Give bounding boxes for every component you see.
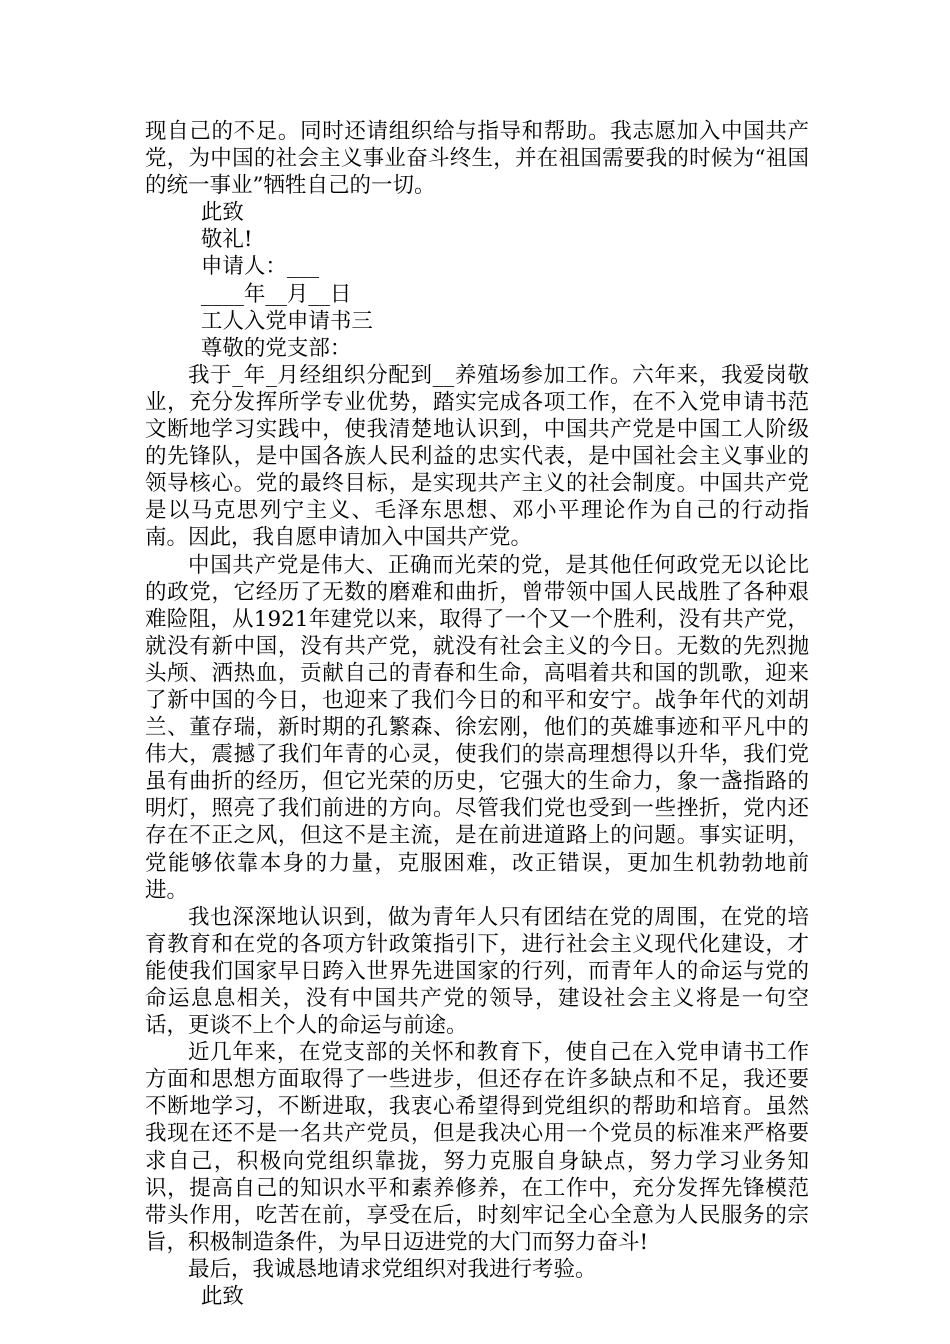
document-page [145,118,809,1310]
date-line: ____年__月__日 [200,281,352,307]
closing-line: 此致 [200,200,244,226]
body-paragraph: 中国共产党是伟大、正确而光荣的党，是其他任何政党无以论比的政党，它经历了无数的磨难和曲折，曾带领中国人民战胜了各种艰难险阻，从1921年建党以来，取得了一个又一个胜利，没有共产党，就没有新中国，没有共产党，就没有社会主义的今日。无数的先烈抛头颅、洒热血，贡献自己的青春和生命，高唱着共和国的凯歌，迎来了新中国的今日，也迎来了我们今日的和平和安宁。战争年代的刘胡兰、董存瑞，新时期的孔繁森、徐宏刚，他们的英雄事迹和平凡中的伟大，震撼了我们年青的心灵，使我们的崇高理想得以升华，我们党虽有曲折的经历，但它光荣的历史，它强大的生命力，象一盏指路的明灯，照亮了我们前进的方向。尽管我们党也受到一些挫折，党内还存在不正之风，但这不是主流，是在前进道路上的问题。事实证明，党能够依靠本身的力量，克服困难，改正错误，更加生机勃勃地前进。 [145,552,809,903]
closing-line: 敬礼! [200,227,253,253]
paragraph-continued: 现自己的不足。同时还请组织给与指导和帮助。我志愿加入中国共产党，为中国的社会主义事业奋斗终生，并在祖国需要我的时候为“祖国的统一事业”牺牲自己的一切。 [145,119,809,199]
body-paragraph: 近几年来，在党支部的关怀和教育下，使自己在入党申请书工作方面和思想方面取得了一些进步，但还存在许多缺点和不足，我还要不断地学习，不断进取，我衷心希望得到党组织的帮助和培育。虽然我现在还不是一名共产党员，但是我决心用一个党员的标准来严格要求自己，积极向党组织靠拢，努力克服自身缺点，努力学习业务知识，提高自己的知识水平和素养修养，在工作中，充分发挥先锋模范带头作用，吃苦在前，享受在后，时刻牢记全心全意为人民服务的宗旨，积极制造条件，为早日迈进党的大门而努力奋斗! [145,1040,809,1255]
section-heading: 工人入党申请书三 [200,308,373,334]
body-paragraph: 最后，我诚恳地请求党组织对我进行考验。 [188,1256,597,1282]
body-paragraph: 我于_年_月经组织分配到__养殖场参加工作。六年来，我爱岗敬业，充分发挥所学专业优势，踏实完成各项工作，在不入党申请书范文断地学习实践中，使我清楚地认识到，中国共产党是中国工人阶级的先锋队，是中国各族人民利益的忠实代表，是中国社会主义事业的领导核心。党的最终目标，是实现共产主义的社会制度。中国共产党是以马克思列宁主义、毛泽东思想、邓小平理论作为自己的行动指南。因此，我自愿申请加入中国共产党。 [145,362,809,551]
applicant-line: 申请人：___ [200,254,320,280]
closing-line: 此致 [200,1284,244,1310]
salutation: 尊敬的党支部： [200,335,352,361]
body-paragraph: 我也深深地认识到，做为青年人只有团结在党的周围，在党的培育教育和在党的各项方针政策指引下，进行社会主义现代化建设，才能使我们国家早日跨入世界先进国家的行列，而青年人的命运与党的命运息息相关，没有中国共产党的领导，建设社会主义将是一句空话，更谈不上个人的命运与前途。 [145,904,809,1039]
